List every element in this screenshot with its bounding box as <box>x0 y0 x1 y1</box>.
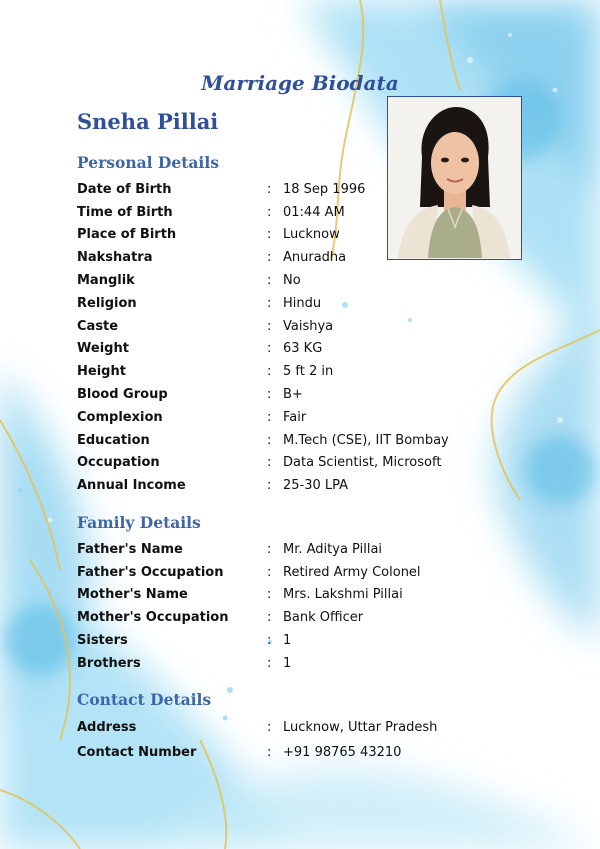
detail-separator: : <box>267 633 272 649</box>
detail-row <box>77 246 547 269</box>
detail-value: Mr. Aditya Pillai <box>283 541 383 557</box>
detail-value: Retired Army Colonel <box>283 564 421 580</box>
detail-row <box>77 292 547 315</box>
detail-value: +91 98765 43210 <box>283 745 402 760</box>
detail-separator: : <box>267 204 272 220</box>
detail-row <box>77 201 547 224</box>
detail-separator: : <box>267 250 272 266</box>
detail-label: Height <box>77 364 126 380</box>
detail-value: Bank Officer <box>283 610 364 626</box>
detail-label: Education <box>77 432 150 448</box>
detail-row <box>77 652 547 675</box>
detail-separator: : <box>267 455 272 471</box>
detail-row <box>77 561 547 584</box>
detail-label: Father's Name <box>77 541 183 557</box>
detail-label: Manglik <box>77 273 135 289</box>
detail-row <box>77 538 547 561</box>
detail-row <box>77 452 547 475</box>
detail-label: Nakshatra <box>77 250 153 266</box>
detail-separator: : <box>267 610 272 626</box>
detail-value: B+ <box>283 387 303 403</box>
detail-row <box>77 360 547 383</box>
detail-label: Address <box>77 720 137 735</box>
detail-row <box>77 383 547 406</box>
detail-value: 5 ft 2 in <box>283 364 334 380</box>
detail-separator: : <box>267 720 272 735</box>
detail-value: 25-30 LPA <box>283 478 349 494</box>
detail-separator: : <box>267 181 272 197</box>
detail-separator: : <box>267 587 272 603</box>
detail-label: Mother's Name <box>77 587 188 603</box>
detail-row <box>77 224 547 247</box>
detail-value: 1 <box>283 655 292 671</box>
section-title-contact: Contact Details <box>77 690 212 709</box>
contact-details-section <box>77 689 547 765</box>
detail-row <box>77 269 547 292</box>
detail-row <box>77 406 547 429</box>
detail-separator: : <box>267 745 272 760</box>
detail-label: Place of Birth <box>77 227 177 243</box>
detail-separator: : <box>267 432 272 448</box>
detail-row <box>77 338 547 361</box>
family-details-section <box>77 512 547 675</box>
detail-separator: : <box>267 541 272 557</box>
detail-label: Annual Income <box>77 478 186 494</box>
detail-separator: : <box>267 273 272 289</box>
detail-row <box>77 740 547 765</box>
detail-row <box>77 178 547 201</box>
detail-separator: : <box>267 341 272 357</box>
detail-label: Complexion <box>77 409 163 425</box>
detail-value: No <box>283 273 301 289</box>
detail-separator: : <box>267 655 272 671</box>
detail-label: Contact Number <box>77 745 197 760</box>
detail-label: Weight <box>77 341 129 357</box>
detail-value: 01:44 AM <box>283 204 345 220</box>
detail-label: Occupation <box>77 455 160 471</box>
detail-separator: : <box>267 318 272 334</box>
family-details-rows <box>77 538 547 675</box>
detail-row <box>77 315 547 338</box>
section-title-personal: Personal Details <box>77 153 219 172</box>
detail-row <box>77 606 547 629</box>
detail-label: Brothers <box>77 655 141 671</box>
section-title-family: Family Details <box>77 513 201 532</box>
personal-details-section <box>77 152 547 497</box>
detail-value: Fair <box>283 409 307 425</box>
detail-value: M.Tech (CSE), IIT Bombay <box>283 432 449 448</box>
detail-value: 63 KG <box>283 341 323 357</box>
detail-separator: : <box>267 227 272 243</box>
detail-value: Vaishya <box>283 318 334 334</box>
detail-value: Data Scientist, Microsoft <box>283 455 442 471</box>
contact-details-rows <box>77 715 547 765</box>
detail-row <box>77 629 547 652</box>
detail-separator: : <box>267 478 272 494</box>
detail-value: 18 Sep 1996 <box>283 181 366 197</box>
detail-value: Hindu <box>283 295 322 311</box>
detail-label: Caste <box>77 318 119 334</box>
detail-row <box>77 474 547 497</box>
detail-row <box>77 429 547 452</box>
document-title: Marriage Biodata <box>201 71 399 95</box>
detail-label: Religion <box>77 295 137 311</box>
detail-label: Time of Birth <box>77 204 173 220</box>
detail-value: Lucknow <box>283 227 340 243</box>
detail-row <box>77 584 547 607</box>
detail-separator: : <box>267 564 272 580</box>
detail-separator: : <box>267 295 272 311</box>
detail-value: Anuradha <box>283 250 347 266</box>
detail-separator: : <box>267 387 272 403</box>
detail-separator: : <box>267 409 272 425</box>
detail-label: Date of Birth <box>77 181 172 197</box>
detail-row <box>77 715 547 740</box>
detail-label: Sisters <box>77 633 128 649</box>
detail-value: Mrs. Lakshmi Pillai <box>283 587 403 603</box>
detail-label: Mother's Occupation <box>77 610 229 626</box>
detail-label: Blood Group <box>77 387 168 403</box>
detail-label: Father's Occupation <box>77 564 224 580</box>
detail-value: 1 <box>283 633 292 649</box>
person-name: Sneha Pillai <box>77 109 219 134</box>
personal-details-rows <box>77 178 547 497</box>
detail-value: Lucknow, Uttar Pradesh <box>283 720 438 735</box>
detail-separator: : <box>267 364 272 380</box>
